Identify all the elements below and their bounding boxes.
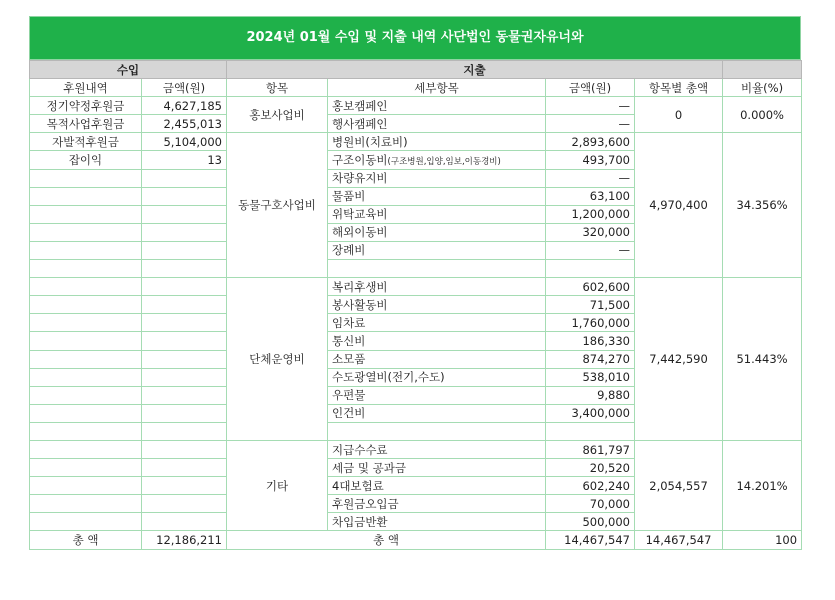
expense-detail-cell: [328, 314, 546, 332]
income-amount-cell: [142, 169, 227, 187]
income-amount-cell: [142, 241, 227, 259]
expense-detail-label: 장례비: [332, 243, 366, 258]
expense-total-label: 총 액: [227, 531, 546, 549]
expense-total-value: 14,467,547: [546, 531, 635, 549]
income-amount-cell: [142, 459, 227, 477]
expense-detail-cell: [328, 350, 546, 368]
expense-amount-cell: 1,760,000: [546, 314, 635, 332]
header-category: 항목: [227, 79, 328, 97]
income-label-cell: [30, 278, 142, 296]
expense-detail-cell: [328, 332, 546, 350]
expense-detail-label: 4대보험료: [332, 478, 384, 493]
income-amount-cell: [142, 495, 227, 513]
income-amount-cell: [142, 368, 227, 386]
category-name-cell: 기타: [227, 440, 328, 530]
expense-amount-cell: 20,520: [546, 459, 635, 477]
income-amount-cell: [142, 477, 227, 495]
income-amount-cell: [142, 332, 227, 350]
table-row: [30, 440, 802, 458]
income-amount-cell: [142, 386, 227, 404]
expense-detail-cell: [328, 151, 546, 169]
expense-amount-cell: 602,600: [546, 278, 635, 296]
income-label-cell: [30, 241, 142, 259]
category-name-cell: 단체운영비: [227, 278, 328, 441]
expense-detail-cell: [328, 477, 546, 495]
income-label-cell: [30, 440, 142, 458]
income-total-label: 총 액: [30, 531, 142, 549]
income-amount-cell: 2,455,013: [142, 115, 227, 133]
income-label-cell: 자발적후원금: [30, 133, 142, 151]
expense-detail-note: (구조병원,입양,임보,이동경비): [387, 157, 501, 168]
income-label-cell: [30, 205, 142, 223]
category-ratio-cell: 34.356%: [723, 133, 802, 278]
expense-detail-label: 차량유지비: [332, 171, 388, 186]
income-amount-cell: [142, 205, 227, 223]
income-label-cell: [30, 459, 142, 477]
income-label-cell: [30, 513, 142, 531]
expense-amount-cell: —: [546, 169, 635, 187]
income-amount-cell: [142, 260, 227, 278]
category-ratio-cell: 0.000%: [723, 97, 802, 133]
category-total-cell: 0: [635, 97, 723, 133]
expense-detail-cell: [328, 223, 546, 241]
expense-detail-cell: [328, 115, 546, 133]
expense-detail-label: 봉사활동비: [332, 297, 388, 312]
expense-detail-label: 수도광열비(전기,수도): [332, 370, 445, 385]
expense-amount-cell: 71,500: [546, 296, 635, 314]
ratio-total: 100: [723, 531, 802, 549]
expense-amount-cell: 493,700: [546, 151, 635, 169]
expense-detail-label: 통신비: [332, 333, 366, 348]
expense-amount-cell: 861,797: [546, 440, 635, 458]
income-amount-cell: [142, 187, 227, 205]
table-row: [30, 97, 802, 115]
total-row: [30, 531, 802, 549]
income-label-cell: 정기약정후원금: [30, 97, 142, 115]
income-amount-cell: [142, 513, 227, 531]
expense-amount-cell: 186,330: [546, 332, 635, 350]
income-amount-cell: [142, 278, 227, 296]
expense-detail-label: 소모품: [332, 352, 366, 367]
income-label-cell: [30, 223, 142, 241]
expense-detail-cell: [328, 368, 546, 386]
expense-detail-label: 세금 및 공과금: [332, 460, 406, 475]
expense-detail-cell: [328, 296, 546, 314]
header-donation-item: 후원내역: [30, 79, 142, 97]
category-ratio-cell: 51.443%: [723, 278, 802, 441]
expense-detail-label: 위탁교육비: [332, 207, 388, 222]
table-row: [30, 278, 802, 296]
header-category-total: 항목별 총액: [635, 79, 723, 97]
expense-detail-cell: [328, 459, 546, 477]
expense-detail-cell: [328, 422, 546, 440]
header-expense-amount: 금액(원): [546, 79, 635, 97]
expense-detail-cell: [328, 495, 546, 513]
income-amount-cell: [142, 314, 227, 332]
income-label-cell: 목적사업후원금: [30, 115, 142, 133]
income-label-cell: [30, 477, 142, 495]
income-amount-cell: [142, 440, 227, 458]
income-amount-cell: [142, 422, 227, 440]
category-total-cell: 4,970,400: [635, 133, 723, 278]
expense-detail-cell: [328, 205, 546, 223]
expense-detail-cell: [328, 133, 546, 151]
income-label-cell: [30, 495, 142, 513]
header-income-amount: 금액(원): [142, 79, 227, 97]
expense-detail-label: 지급수수료: [332, 442, 388, 457]
expense-amount-cell: 9,880: [546, 386, 635, 404]
income-label-cell: [30, 169, 142, 187]
expense-amount-cell: 538,010: [546, 368, 635, 386]
expense-amount-cell: 874,270: [546, 350, 635, 368]
category-total-cell: 2,054,557: [635, 440, 723, 530]
income-label-cell: [30, 404, 142, 422]
income-amount-cell: [142, 296, 227, 314]
income-section-header: 수입: [30, 61, 227, 79]
expense-amount-cell: 602,240: [546, 477, 635, 495]
income-label-cell: [30, 314, 142, 332]
section-header-row: [30, 61, 802, 79]
expense-detail-label: 복리후생비: [332, 279, 388, 294]
expense-amount-cell: —: [546, 241, 635, 259]
expense-detail-cell: [328, 241, 546, 259]
expense-amount-cell: 2,893,600: [546, 133, 635, 151]
income-label-cell: [30, 386, 142, 404]
expense-detail-cell: [328, 404, 546, 422]
expense-section-header: 지출: [227, 61, 723, 79]
expense-detail-cell: [328, 386, 546, 404]
income-label-cell: [30, 296, 142, 314]
expense-detail-label: 병원비(치료비): [332, 134, 408, 149]
expense-amount-cell: —: [546, 115, 635, 133]
expense-detail-cell: [328, 440, 546, 458]
income-total-value: 12,186,211: [142, 531, 227, 549]
expense-detail-label: 차입금반환: [332, 514, 388, 529]
header-detail: 세부항목: [328, 79, 546, 97]
income-amount-cell: 4,627,185: [142, 97, 227, 115]
expense-amount-cell: 63,100: [546, 187, 635, 205]
expense-amount-cell: 70,000: [546, 495, 635, 513]
category-name-cell: 동물구호사업비: [227, 133, 328, 278]
finance-report-sheet: [29, 16, 801, 550]
category-name-cell: 홍보사업비: [227, 97, 328, 133]
expense-detail-label: 우편물: [332, 388, 366, 403]
expense-detail-label: 인건비: [332, 406, 366, 421]
income-label-cell: [30, 368, 142, 386]
finance-table: [29, 60, 802, 550]
income-amount-cell: 13: [142, 151, 227, 169]
income-amount-cell: 5,104,000: [142, 133, 227, 151]
expense-detail-label: 해외이동비: [332, 225, 388, 240]
column-header-row: [30, 79, 802, 97]
category-ratio-cell: 14.201%: [723, 440, 802, 530]
expense-detail-label: 후원금오입금: [332, 496, 399, 511]
income-amount-cell: [142, 350, 227, 368]
expense-amount-cell: —: [546, 97, 635, 115]
income-amount-cell: [142, 223, 227, 241]
expense-amount-cell: [546, 260, 635, 278]
expense-amount-cell: [546, 422, 635, 440]
header-ratio: 비율(%): [723, 79, 802, 97]
expense-amount-cell: 3,400,000: [546, 404, 635, 422]
category-total-sum: 14,467,547: [635, 531, 723, 549]
expense-detail-cell: [328, 97, 546, 115]
expense-detail-cell: [328, 169, 546, 187]
expense-detail-label: 구조이동비: [332, 153, 388, 168]
category-total-cell: 7,442,590: [635, 278, 723, 441]
expense-amount-cell: 500,000: [546, 513, 635, 531]
expense-amount-cell: 320,000: [546, 223, 635, 241]
expense-detail-label: 물품비: [332, 189, 366, 204]
expense-detail-cell: [328, 187, 546, 205]
expense-amount-cell: 1,200,000: [546, 205, 635, 223]
expense-detail-label: 행사캠페인: [332, 116, 388, 131]
income-label-cell: [30, 332, 142, 350]
income-label-cell: [30, 187, 142, 205]
report-title: 2024년 01월 수입 및 지출 내역 사단법인 동물권자유너와: [29, 16, 801, 60]
expense-detail-label: 임차료: [332, 315, 366, 330]
section-header-blank: [723, 61, 802, 79]
income-label-cell: [30, 422, 142, 440]
table-row: [30, 133, 802, 151]
income-amount-cell: [142, 404, 227, 422]
expense-detail-label: 홍보캠페인: [332, 98, 388, 113]
expense-detail-cell: [328, 278, 546, 296]
income-label-cell: [30, 260, 142, 278]
income-label-cell: 잡이익: [30, 151, 142, 169]
expense-detail-cell: [328, 513, 546, 531]
expense-detail-cell: [328, 260, 546, 278]
income-label-cell: [30, 350, 142, 368]
